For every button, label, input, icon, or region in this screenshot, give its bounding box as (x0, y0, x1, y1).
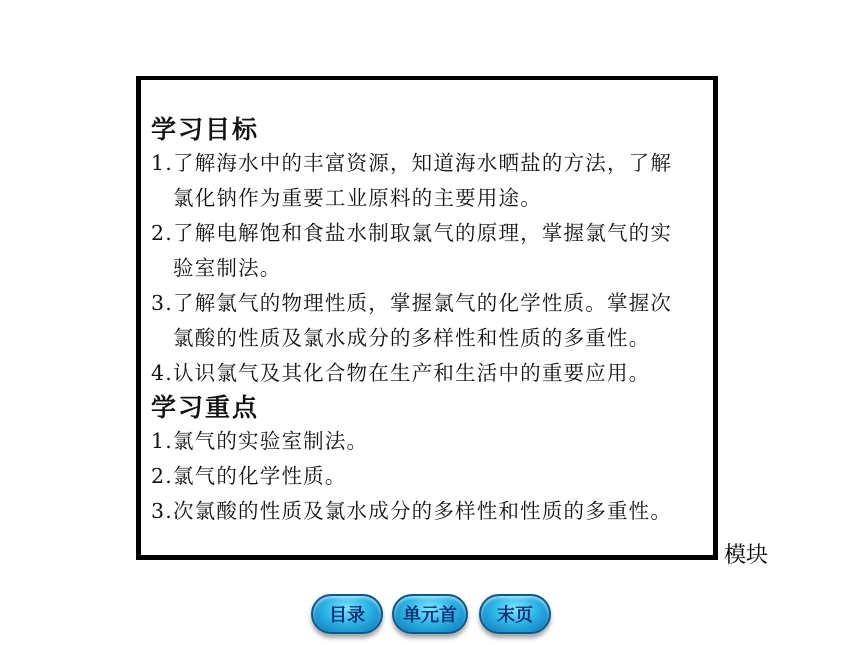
content-panel (136, 76, 718, 560)
toc-button[interactable]: 目录 (311, 594, 383, 634)
module-label: 模块 (724, 543, 769, 568)
learning-goals-heading: 学习目标 (151, 115, 260, 144)
learning-focus-heading: 学习重点 (151, 393, 260, 422)
goal-item-3 (151, 286, 713, 356)
goal-item-4-line1: 4.认识氯气及其化合物在生产和生活中的重要应用。 (151, 361, 651, 385)
goal-item-1-line2: 氯化钠作为重要工业原料的主要用途。 (173, 186, 542, 210)
focus-item-1: 1.氯气的实验室制法。 (151, 429, 369, 453)
goal-item-2-line1: 2.了解电解饱和食盐水制取氯气的原理，掌握氯气的实 (151, 221, 673, 245)
goal-item-3-line1: 3.了解氯气的物理性质，掌握氯气的化学性质。掌握次 (151, 291, 673, 315)
unit-first-button[interactable]: 单元首 (392, 594, 468, 634)
bottom-navigation (0, 594, 860, 636)
goal-item-1-line1: 1.了解海水中的丰富资源，知道海水晒盐的方法，了解 (151, 151, 673, 175)
goal-item-2 (151, 216, 713, 286)
goal-item-2-line2: 验室制法。 (173, 256, 282, 280)
last-page-button[interactable]: 末页 (479, 594, 551, 634)
goal-item-3-line2: 氯酸的性质及氯水成分的多样性和性质的多重性。 (173, 326, 651, 350)
focus-item-3: 3.次氯酸的性质及氯水成分的多样性和性质的多重性。 (151, 499, 673, 523)
focus-item-2: 2.氯气的化学性质。 (151, 464, 347, 488)
goal-item-1 (151, 146, 713, 216)
goal-item-4 (151, 356, 713, 391)
